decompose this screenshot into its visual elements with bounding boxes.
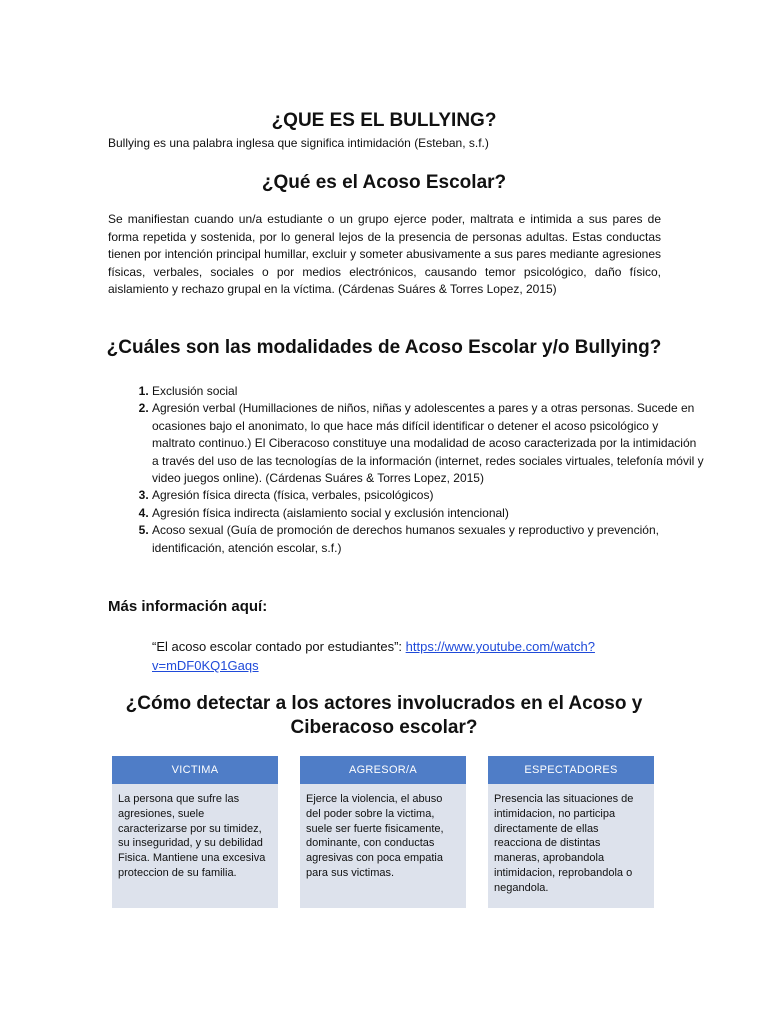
intro-text: Bullying es una palabra inglesa que significa intimidación (Esteban, s.f.) [108,136,489,150]
title-modalidades: ¿Cuáles son las modalidades de Acoso Escolar y/o Bullying? [106,337,662,358]
actor-box-body: Presencia las situaciones de intimidacion, no participa directamente de ellas reacciona de distintas maneras, aprobandola intimidacion, reprobandola o negandola. [494,793,634,894]
actor-box-victima [112,756,278,908]
list-item: 2. Agresión verbal (Humillaciones de niños, niñas y adolescentes a pares y a otras personas. Sucede en ocasiones bajo el anonimato, lo que hace más difícil identificar o detener el acoso psicológico y maltrato continuo.) El Ciberacoso constituye una modalidad de acoso caracterizada por la intimidación a través del uso de las tecnologías de la información (internet, redes sociales virtuales, telefonía móvil y video juegos online). (Cárdenas Suáres & Torres Lopez, 2015) [152,400,704,487]
actor-box-header: AGRESOR/A [300,756,466,784]
youtube-link[interactable]: https://www.youtube.com/watch?v=mDF0KQ1Gaqs [152,639,595,673]
list-item: 4. Agresión física indirecta (aislamiento social y exclusión intencional) [152,505,704,522]
list-item: 5. Acoso sexual (Guía de promoción de derechos humanos sexuales y reproductivo y prevención, identificación, atención escolar, s.f.) [152,522,704,557]
actor-box-agresor [300,756,466,908]
title-bullying: ¿QUE ES EL BULLYING? [271,110,497,131]
video-reference [152,637,652,675]
title-como-detectar: ¿Cómo detectar a los actores involucrados en el Acoso y Ciberacoso escolar? [125,693,643,738]
list-item: 1. Exclusión social [152,383,704,400]
actor-box-body: Ejerce la violencia, el abuso del poder sobre la victima, suele ser fuerte fisicamente, dominante, con conductas agresivas con poca empatia para sus victimas. [306,793,444,879]
video-title: “El acoso escolar contado por estudiantes”: [152,639,406,654]
actor-box-body: La persona que sufre las agresiones, suele caracterizarse por su timidez, su inseguridad, y su debilidad Fisica. Mantiene una excesiva proteccion de su familia. [118,793,266,879]
title-acoso-escolar: ¿Qué es el Acoso Escolar? [261,172,507,193]
modalidades-list [108,383,704,557]
actor-box-header: ESPECTADORES [488,756,654,784]
list-item: 3. Agresión física directa (física, verbales, psicológicos) [152,487,704,504]
actor-box-espectadores [488,756,654,908]
actor-box-header: VICTIMA [112,756,278,784]
acoso-paragraph: Se manifiestan cuando un/a estudiante o un grupo ejerce poder, maltrata e intimida a sus pares de forma repetida y sostenida, por lo general lejos de la presencia de personas adultas. Estas conductas tienen por intención principal humillar, excluir y someter abusivamente a sus pares mediante agresiones físicas, verbales, sociales o por medios electrónicos, causando temor psicológico, daño físico, aislamiento y rechazo grupal en la víctima. (Cárdenas Suáres & Torres Lopez, 2015) [108,212,661,297]
mas-informacion-heading: Más información aquí: [108,598,268,615]
